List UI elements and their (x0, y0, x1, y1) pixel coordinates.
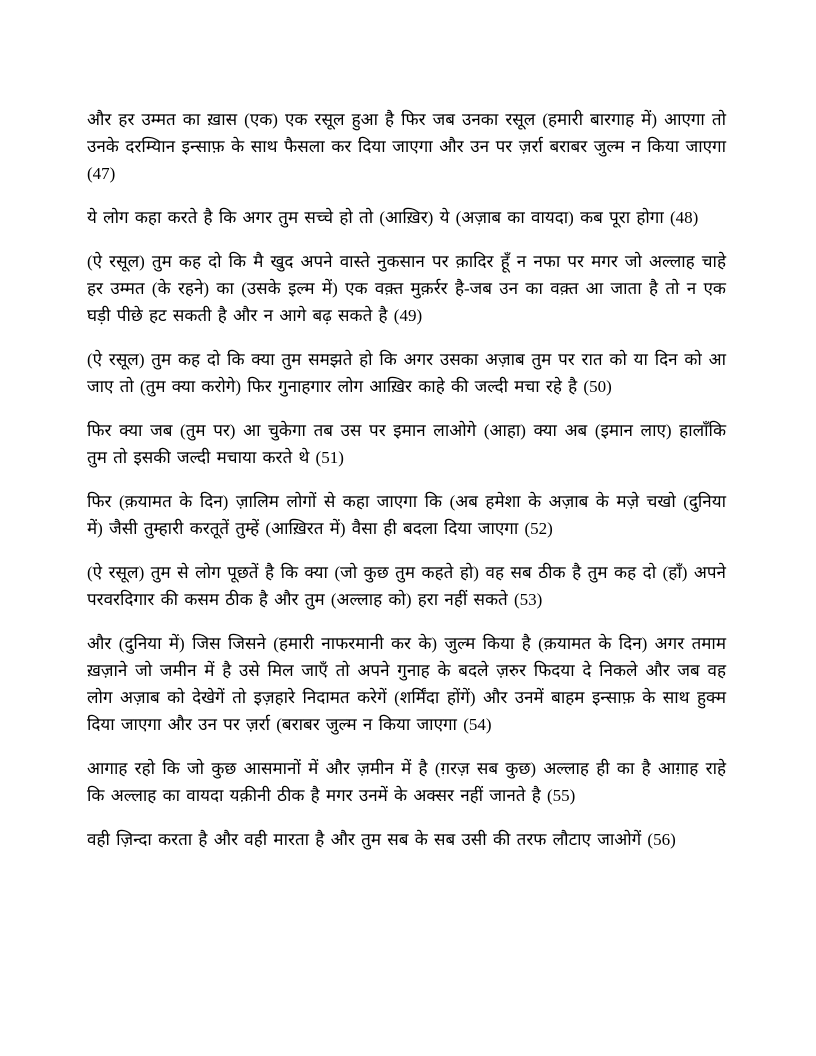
verse-paragraph-49: (ऐ रसूल) तुम कह दो कि मै खुद अपने वास्ते नुकसान पर क़ादिर हूँ न नफा पर मगर जो अल्लाह चाहे हर उम्मत (के रहने) का (उसके इल्म में) एक वक़्त मुक़र्रर है-जब उन का वक़्त आ जाता है तो न एक घड़ी पीछे हट सकती है और न आगे बढ़ सकते है (49) (87, 252, 726, 325)
verse-paragraph-52: फिर (क़यामत के दिन) ज़ालिम लोगों से कहा जाएगा कि (अब हमेशा के अज़ाब के मज़े चखो (दुनिया में) जैसी तुम्हारी करतूतें तुम्हें (आख़िरत में) वैसा ही बदला दिया जाएगा (52) (87, 492, 726, 538)
verse-paragraph-47: और हर उम्मत का ख़ास (एक) एक रसूल हुआ है फिर जब उनका रसूल (हमारी बारगाह में) आएगा तो उनके दरम्यिान इन्साफ़ के साथ फैसला कर दिया जाएगा और उन पर ज़र्रा बराबर जुल्म न किया जाएगा (47) (87, 110, 726, 183)
verse-paragraph-50: (ऐ रसूल) तुम कह दो कि क्या तुम समझते हो कि अगर उसका अज़ाब तुम पर रात को या दिन को आ जाए तो (तुम क्या करोगे) फिर गुनाहगार लोग आख़िर काहे की जल्दी मचा रहे है (50) (87, 350, 726, 396)
verse-paragraph-56: वही ज़िन्दा करता है और वही मारता है और तुम सब के सब उसी की तरफ लौटाए जाओगें (56) (87, 830, 676, 849)
verse-paragraph-48: ये लोग कहा करते है कि अगर तुम सच्चे हो तो (आख़िर) ये (अज़ाब का वायदा) कब पूरा होगा (48) (87, 208, 699, 227)
verse-paragraph-55: आगाह रहो कि जो कुछ आसमानों में और ज़मीन में है (ग़रज़ सब कुछ) अल्लाह ही का है आग़ाह राहे कि अल्लाह का वायदा यक़ीनी ठीक है मगर उनमें के अक्सर नहीं जानते है (55) (87, 759, 726, 805)
verse-paragraph-54: और (दुनिया में) जिस जिसने (हमारी नाफरमानी कर के) जुल्म किया है (क़यामत के दिन) अगर तमाम ख़ज़ाने जो जमीन में है उसे मिल जाएँ तो अपने गुनाह के बदले ज़रुर फिदया दे निकले और जब वह लोग अज़ाब को देखेगें तो इज़हारे निदामत करेगें (शर्मिंदा होंगें) और उनमें बाहम इन्साफ़ के साथ हुक्म दिया जाएगा और उन पर ज़र्रा (बराबर जुल्म न किया जाएगा (54) (87, 634, 726, 734)
verse-paragraph-53: (ऐ रसूल) तुम से लोग पूछतें है कि क्या (जो कुछ तुम कहते हो) वह सब ठीक है तुम कह दो (हाँ) अपने परवरदिगार की कसम ठीक है और तुम (अल्लाह को) हरा नहीं सकते (53) (87, 563, 726, 609)
verse-paragraph-51: फिर क्या जब (तुम पर) आ चुकेगा तब उस पर इमान लाओगे (आहा) क्या अब (इमान लाए) हालाँकि तुम तो इसकी जल्दी मचाया करते थे (51) (87, 421, 726, 467)
